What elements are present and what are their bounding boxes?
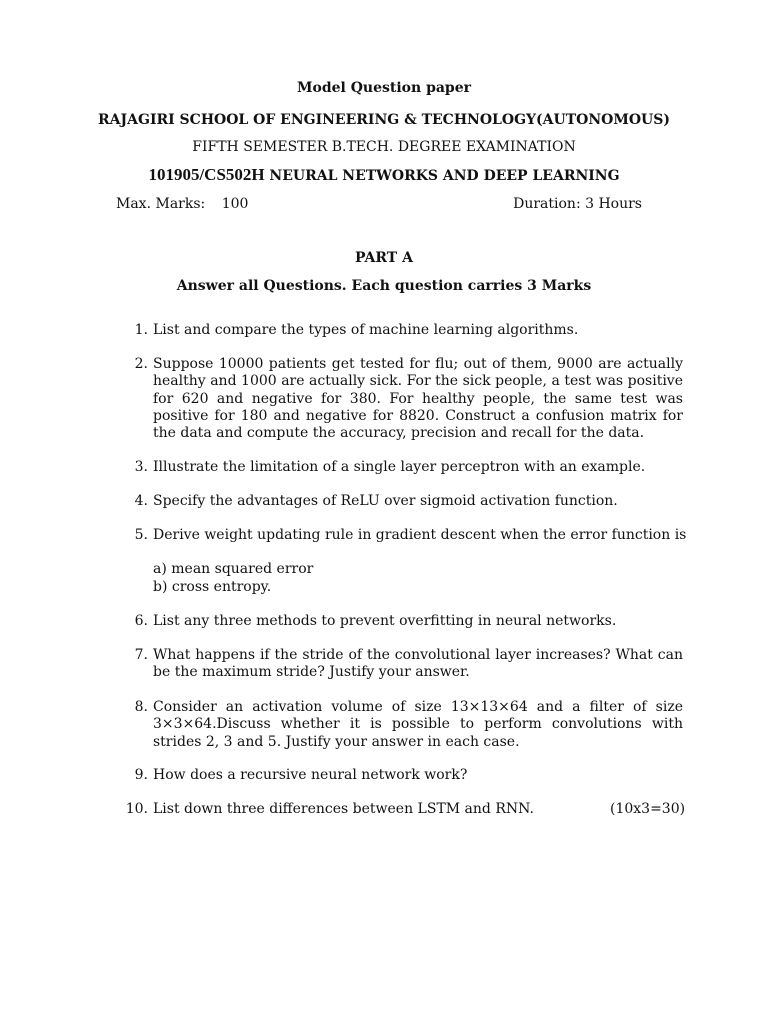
question-text [153, 527, 687, 596]
question-text: Suppose 10000 patients get tested for flu; out of them, 9000 are actually healthy and 1000 are actually sick. For the sick people, a test was positive for 620 and negative for 380. For healthy people, the same test was positive for 180 and negative for 8820. Construct a confusion matrix for the data and compute the accuracy, precision and recall for the data. [153, 356, 683, 442]
max-marks-value: 100 [221, 196, 249, 212]
part-instruction: Answer all Questions. Each question carries 3 Marks [176, 278, 592, 294]
part-heading: PART A [355, 250, 413, 266]
max-marks-label: Max. Marks: [116, 196, 206, 212]
question-text: List any three methods to prevent overfitting in neural networks. [153, 613, 617, 629]
question-number: 3. [134, 459, 148, 475]
section-marks: (10x3=30) [610, 801, 686, 817]
question-text: How does a recursive neural network work? [153, 767, 468, 783]
question-number: 1. [134, 322, 148, 338]
duration: Duration: 3 Hours [513, 196, 642, 212]
question-number: 10. [125, 801, 148, 817]
question-number: 2. [134, 356, 148, 372]
question-number: 7. [134, 647, 148, 663]
course-heading [0, 165, 768, 185]
sub-option-b: b) cross entropy. [153, 578, 272, 595]
sub-option-a: a) mean squared error [153, 561, 314, 578]
exam-semester: FIFTH SEMESTER B.TECH. DEGREE EXAMINATION [192, 139, 576, 155]
question-text: List down three differences between LSTM and RNN. [153, 801, 534, 817]
question-text: Consider an activation volume of size 13×13×64 and a filter of size 3×3×64.Discuss whether it is possible to perform convolutions with strides 2, 3 and 5. Justify your answer in each case. [153, 699, 683, 750]
course-code: 101905/CS502H [148, 165, 265, 184]
question-number: 8. [134, 699, 148, 715]
question-text: Illustrate the limitation of a single layer perceptron with an example. [153, 459, 646, 475]
question-text: List and compare the types of machine learning algorithms. [153, 322, 579, 338]
question-text: What happens if the stride of the convolutional layer increases? What can be the maximum stride? Justify your answer. [153, 647, 683, 681]
max-marks [116, 196, 248, 212]
paper-title: Model Question paper [297, 80, 471, 96]
question-number: 9. [134, 767, 148, 783]
blank-line [153, 544, 683, 561]
question-stem: Derive weight updating rule in gradient descent when the error function is [153, 527, 687, 543]
course-name: NEURAL NETWORKS AND DEEP LEARNING [269, 168, 620, 184]
question-number: 6. [134, 613, 148, 629]
school-name: RAJAGIRI SCHOOL OF ENGINEERING & TECHNOLOGY(AUTONOMOUS) [98, 112, 670, 128]
question-number: 5. [134, 527, 148, 543]
question-number: 4. [134, 493, 148, 509]
question-text: Specify the advantages of ReLU over sigmoid activation function. [153, 493, 618, 509]
